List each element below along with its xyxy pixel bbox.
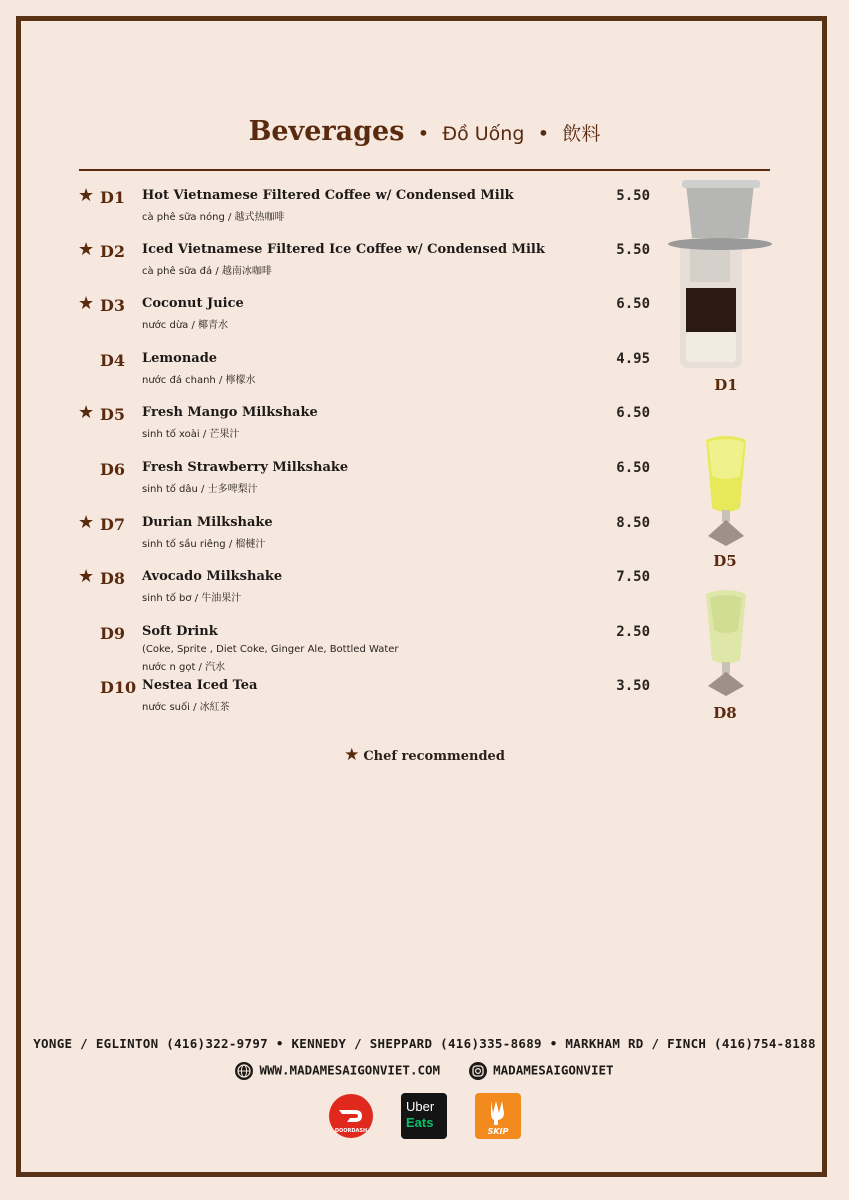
item-price: 6.50 bbox=[616, 296, 650, 312]
photo-label-d5: D5 bbox=[713, 552, 737, 570]
item-name: Fresh Strawberry Milkshake bbox=[142, 460, 349, 475]
menu-item-d3 bbox=[78, 293, 650, 346]
item-code: D3 bbox=[100, 296, 126, 315]
star-icon: ★ bbox=[344, 745, 360, 765]
website-link[interactable]: WWW.MADAMESAIGONVIET.COM bbox=[259, 1062, 441, 1078]
item-code: D4 bbox=[100, 351, 126, 370]
item-translation: nước suối / 冰紅茶 bbox=[142, 702, 230, 713]
locations-line: YONGE / EGLINTON (416)322-9797 • KENNEDY / SHEPPARD (416)335-8689 • MARKHAM RD / FINCH (416)754-8188 bbox=[33, 1036, 816, 1051]
ubereats-label-uber: Uber bbox=[406, 1099, 435, 1114]
title-separator: • bbox=[537, 121, 550, 145]
item-price: 6.50 bbox=[616, 460, 650, 476]
item-name: Durian Milkshake bbox=[142, 515, 273, 530]
item-translation: cà phê sữa nóng / 越式热咖啡 bbox=[142, 212, 285, 223]
item-translation: sinh tố bơ / 牛油果汁 bbox=[142, 593, 242, 604]
chef-recommended-legend bbox=[0, 745, 849, 765]
mango-milkshake-glass-photo bbox=[700, 436, 752, 548]
item-price: 8.50 bbox=[616, 515, 650, 531]
menu-item-d7 bbox=[78, 512, 650, 565]
globe-icon bbox=[235, 1062, 253, 1080]
menu-item-d8 bbox=[78, 566, 650, 619]
star-icon: ★ bbox=[78, 566, 95, 587]
star-icon: ★ bbox=[78, 239, 95, 260]
menu-item-d10 bbox=[78, 678, 650, 728]
vietnamese-coffee-filter-photo bbox=[668, 180, 776, 370]
item-price: 5.50 bbox=[616, 242, 650, 258]
item-price: 5.50 bbox=[616, 188, 650, 204]
item-name: Hot Vietnamese Filtered Coffee w/ Condensed Milk bbox=[142, 188, 514, 203]
menu-item-d4 bbox=[78, 351, 650, 401]
item-code: D8 bbox=[100, 569, 126, 588]
item-translation: cà phê sữa đá / 越南冰咖啡 bbox=[142, 266, 272, 277]
star-icon: ★ bbox=[78, 293, 95, 314]
item-translation: (Coke, Sprite , Diet Coke, Ginger Ale, Bottled Water bbox=[142, 644, 399, 655]
item-translation: nước đá chanh / 檸檬水 bbox=[142, 375, 256, 386]
item-name: Fresh Mango Milkshake bbox=[142, 405, 318, 420]
item-price: 2.50 bbox=[616, 624, 650, 640]
item-translation-secondary: nước n gọt / 汽水 bbox=[142, 662, 226, 673]
item-name: Soft Drink bbox=[142, 624, 218, 639]
section-title bbox=[0, 116, 849, 147]
instagram-link[interactable]: MADAMESAIGONVIET bbox=[493, 1062, 614, 1078]
menu-item-d5 bbox=[78, 402, 650, 455]
item-code: D5 bbox=[100, 405, 126, 424]
item-code: D9 bbox=[100, 624, 126, 643]
title-chinese: 飲料 bbox=[562, 123, 601, 145]
item-code: D7 bbox=[100, 515, 126, 534]
ubereats-badge[interactable] bbox=[401, 1093, 447, 1139]
item-price: 7.50 bbox=[616, 569, 650, 585]
instagram-icon bbox=[469, 1062, 487, 1080]
menu-item-d2 bbox=[78, 239, 650, 292]
item-translation: sinh tố sầu riêng / 榴槤汁 bbox=[142, 539, 266, 550]
skip-label: SKIP bbox=[487, 1127, 509, 1136]
item-price: 4.95 bbox=[616, 351, 650, 367]
doordash-label: DOORDASH bbox=[334, 1128, 368, 1134]
photo-label-d8: D8 bbox=[713, 704, 737, 722]
title-vietnamese: Đồ Uống bbox=[442, 123, 525, 145]
item-code: D10 bbox=[100, 678, 137, 697]
photo-label-d1: D1 bbox=[714, 376, 738, 394]
title-english: Beverages bbox=[248, 116, 405, 147]
item-name: Coconut Juice bbox=[142, 296, 244, 311]
item-translation: sinh tố dâu / 士多啤梨汁 bbox=[142, 484, 258, 495]
star-icon: ★ bbox=[78, 512, 95, 533]
ubereats-label-eats: Eats bbox=[406, 1115, 434, 1130]
doordash-badge[interactable] bbox=[328, 1093, 374, 1139]
item-name: Avocado Milkshake bbox=[142, 569, 283, 584]
item-translation: nước dừa / 椰青水 bbox=[142, 320, 229, 331]
item-code: D6 bbox=[100, 460, 126, 479]
social-links bbox=[0, 1062, 849, 1080]
item-price: 3.50 bbox=[616, 678, 650, 694]
title-divider bbox=[79, 169, 770, 171]
star-icon: ★ bbox=[78, 185, 95, 206]
item-translation: sinh tố xoài / 芒果汁 bbox=[142, 429, 240, 440]
menu-item-d6 bbox=[78, 460, 650, 510]
item-code: D2 bbox=[100, 242, 126, 261]
item-price: 6.50 bbox=[616, 405, 650, 421]
skip-badge[interactable] bbox=[475, 1093, 521, 1139]
title-separator: • bbox=[417, 121, 430, 145]
item-name: Lemonade bbox=[142, 351, 218, 366]
item-name: Nestea Iced Tea bbox=[142, 678, 258, 693]
star-icon: ★ bbox=[78, 402, 95, 423]
item-code: D1 bbox=[100, 188, 126, 207]
menu-item-d1 bbox=[78, 185, 650, 238]
legend-label: Chef recommended bbox=[363, 749, 505, 764]
avocado-milkshake-glass-photo bbox=[700, 590, 752, 698]
menu-item-d9 bbox=[78, 624, 650, 674]
item-name: Iced Vietnamese Filtered Ice Coffee w/ Condensed Milk bbox=[142, 242, 545, 257]
